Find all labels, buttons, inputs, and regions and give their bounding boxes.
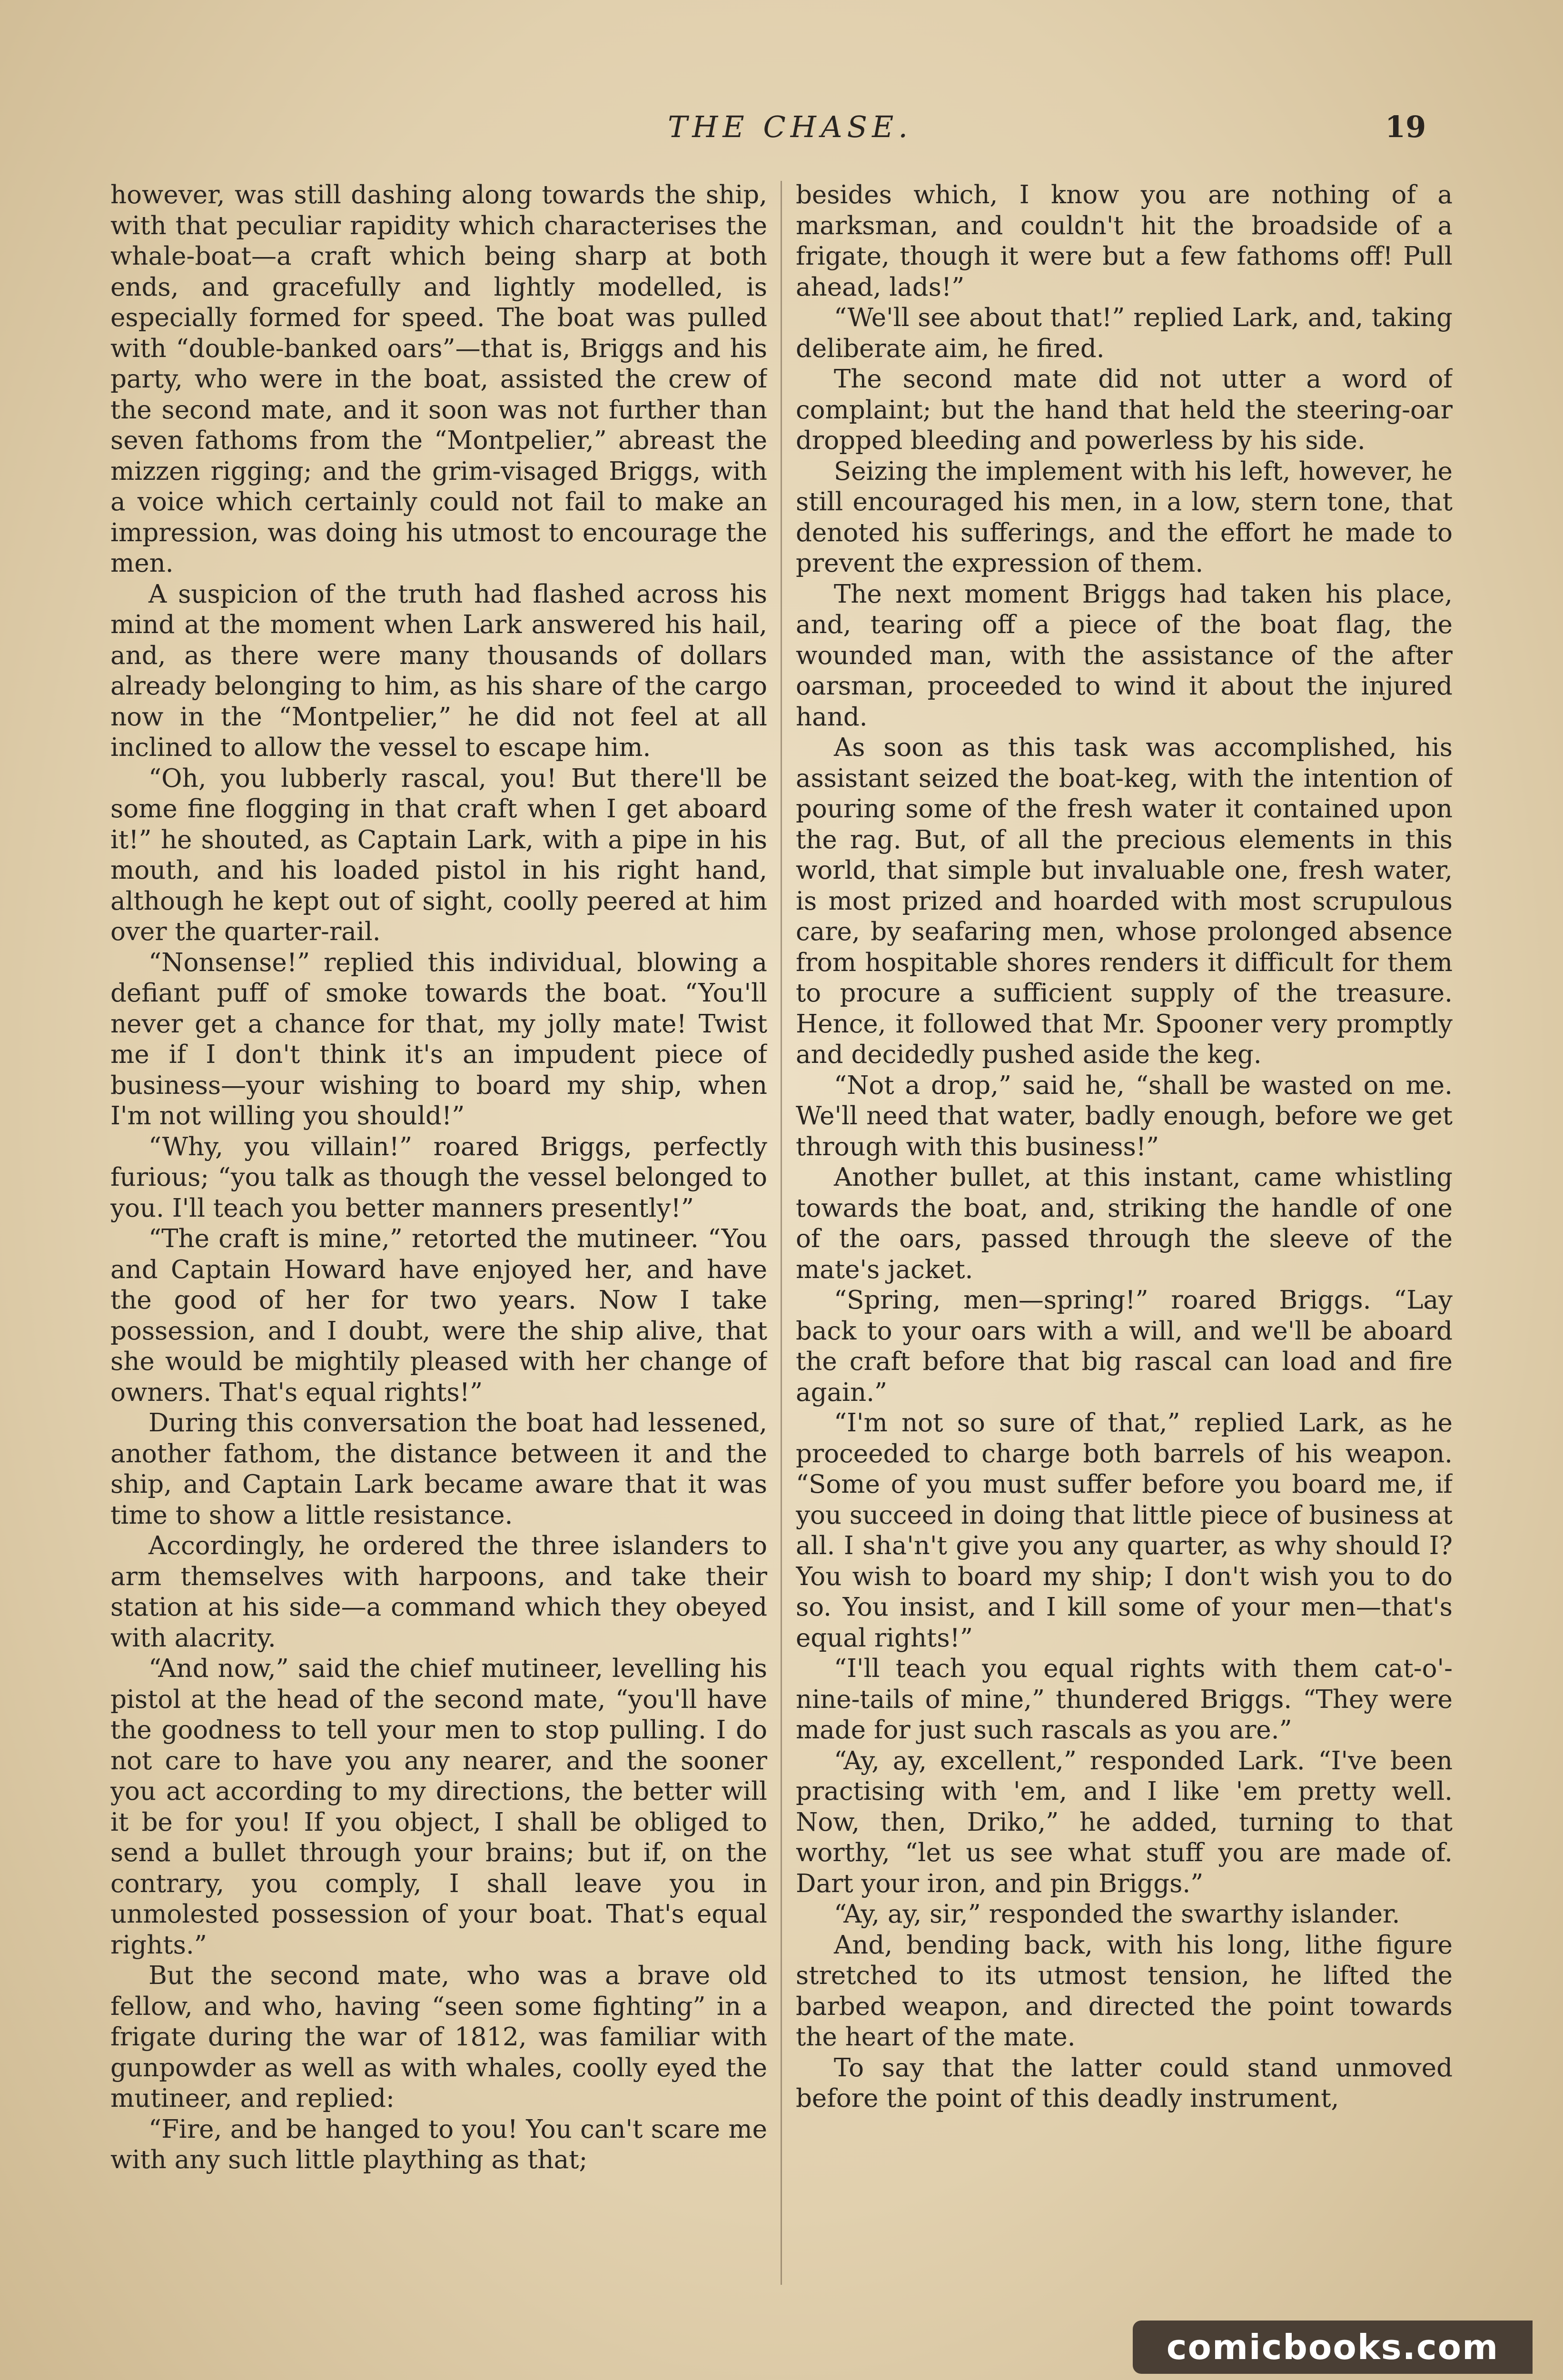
paragraph: “Nonsense!” replied this individual, blowing a defiant puff of smoke towards the boat. “You'll never get a chance for that, my jolly mate! Twist me if I don't think it's an impudent piece of business—your wishing to board my ship, when I'm not willing you should!” (110, 948, 767, 1130)
paragraph: “I'll teach you equal rights with them cat-o'-nine-tails of mine,” thundered Briggs. “They were made for just such rascals as you are.” (796, 1654, 1453, 1745)
paragraph: “Spring, men—spring!” roared Briggs. “Lay back to your oars with a will, and we'll be aboard the craft before that big rascal can load and fire again.” (796, 1286, 1453, 1407)
paragraph: “We'll see about that!” replied Lark, and, taking deliberate aim, he fired. (796, 303, 1453, 363)
running-title: THE CHASE. (667, 109, 913, 144)
paragraph: “Why, you villain!” roared Briggs, perfectly furious; “you talk as though the vessel belonged to you. I'll teach you better manners presently!” (110, 1132, 767, 1223)
page-header (0, 109, 1563, 162)
column-divider (781, 181, 782, 2285)
paragraph: A suspicion of the truth had flashed across his mind at the moment when Lark answered his hail, and, as there were many thousands of dollars already belonging to him, as his share of the cargo now in the “Montpelier,” he did not feel at all inclined to allow the vessel to escape him. (110, 579, 767, 762)
paragraph: Seizing the implement with his left, however, he still encouraged his men, in a low, stern tone, that denoted his sufferings, and the effort he made to prevent the expression of them. (796, 456, 1453, 578)
paragraph: “Ay, ay, sir,” responded the swarthy islander. (834, 1900, 1400, 1929)
paragraph: Accordingly, he ordered the three islanders to arm themselves with harpoons, and take their station at his side—a command which they obeyed with alacrity. (110, 1531, 767, 1653)
paragraph: The second mate did not utter a word of complaint; but the hand that held the steering-oar dropped bleeding and powerless by his side. (796, 365, 1453, 455)
left-text-column (110, 180, 767, 2284)
paragraph: however, was still dashing along towards the ship, with that peculiar rapidity which characterises the whale-boat—a craft which being sharp at both ends, and gracefully and lightly modelled, is especially formed for speed. The boat was pulled with “double-banked oars”—that is, Briggs and his party, who were in the boat, assisted the crew of the second mate, and it soon was not further than seven fathoms from the “Montpelier,” abreast the mizzen rigging; and the grim-visaged Briggs, with a voice which certainly could not fail to make an impression, was doing his utmost to encourage the men. (110, 180, 767, 578)
paragraph: “And now,” said the chief mutineer, levelling his pistol at the head of the second mate, “you'll have the goodness to tell your men to stop pulling. I do not care to have you any nearer, and the sooner you act according to my directions, the better will it be for you! If you object, I shall be obliged to send a bullet through your brains; but if, on the contrary, you comply, I shall leave you in unmolested possession of your boat. That's equal rights.” (110, 1654, 767, 1960)
paragraph: “Not a drop,” said he, “shall be wasted on me. We'll need that water, badly enough, before we get through with this business!” (796, 1071, 1453, 1161)
paragraph: “Oh, you lubberly rascal, you! But there'll be some fine flogging in that craft when I get aboard it!” he shouted, as Captain Lark, with a pipe in his mouth, and his loaded pistol in his right hand, although he kept out of sight, coolly peered at him over the quarter-rail. (110, 764, 767, 946)
watermark: comicbooks.com (1133, 2320, 1533, 2374)
paragraph: besides which, I know you are nothing of a marksman, and couldn't hit the broadside of a frigate, though it were but a few fathoms off! Pull ahead, lads!” (796, 180, 1453, 302)
paragraph: “The craft is mine,” retorted the mutineer. “You and Captain Howard have enjoyed her, and have the good of her for two years. Now I take possession, and I doubt, were the ship alive, that she would be mightily pleased with her change of owners. That's equal rights!” (110, 1224, 767, 1407)
paragraph: “Ay, ay, excellent,” responded Lark. “I've been practising with 'em, and I like 'em pretty well. Now, then, Driko,” he added, turning to that worthy, “let us see what stuff you are made of. Dart your iron, and pin Briggs.” (796, 1746, 1453, 1898)
right-text-column (796, 180, 1453, 2284)
paragraph: But the second mate, who was a brave old fellow, and who, having “seen some fighting” in a frigate during the war of 1812, was familiar with gunpowder as well as with whales, coolly eyed the mutineer, and replied: (110, 1961, 767, 2113)
page-number: 19 (1385, 109, 1426, 144)
paragraph: “Fire, and be hanged to you! You can't scare me with any such little plaything as that; (110, 2114, 767, 2174)
paragraph: To say that the latter could stand unmoved before the point of this deadly instrument, (796, 2053, 1453, 2113)
paragraph: During this conversation the boat had lessened, another fathom, the distance between it and the ship, and Captain Lark became aware that it was time to show a little resistance. (110, 1408, 767, 1530)
paragraph: As soon as this task was accomplished, his assistant seized the boat-keg, with the intention of pouring some of the fresh water it contained upon the rag. But, of all the precious elements in this world, that simple but invaluable one, fresh water, is most prized and hoarded with most scrupulous care, by seafaring men, whose prolonged absence from hospitable shores renders it difficult for them to procure a sufficient supply of the treasure. Hence, it followed that Mr. Spooner very promptly and decidedly pushed aside the keg. (796, 733, 1453, 1069)
paragraph: And, bending back, with his long, lithe figure stretched to its utmost tension, he lifted the barbed weapon, and directed the point towards the heart of the mate. (796, 1930, 1453, 2052)
paragraph: “I'm not so sure of that,” replied Lark, as he proceeded to charge both barrels of his weapon. “Some of you must suffer before you board me, if you succeed in doing that little piece of business at all. I sha'n't give you any quarter, as why should I? You wish to board my ship; I don't wish you to do so. You insist, and I kill some of your men—that's equal rights!” (796, 1408, 1453, 1653)
paragraph: The next moment Briggs had taken his place, and, tearing off a piece of the boat flag, the wounded man, with the assistance of the after oarsman, proceeded to wind it about the injured hand. (796, 579, 1453, 732)
paragraph: Another bullet, at this instant, came whistling towards the boat, and, striking the handle of one of the oars, passed through the sleeve of the mate's jacket. (796, 1163, 1453, 1284)
